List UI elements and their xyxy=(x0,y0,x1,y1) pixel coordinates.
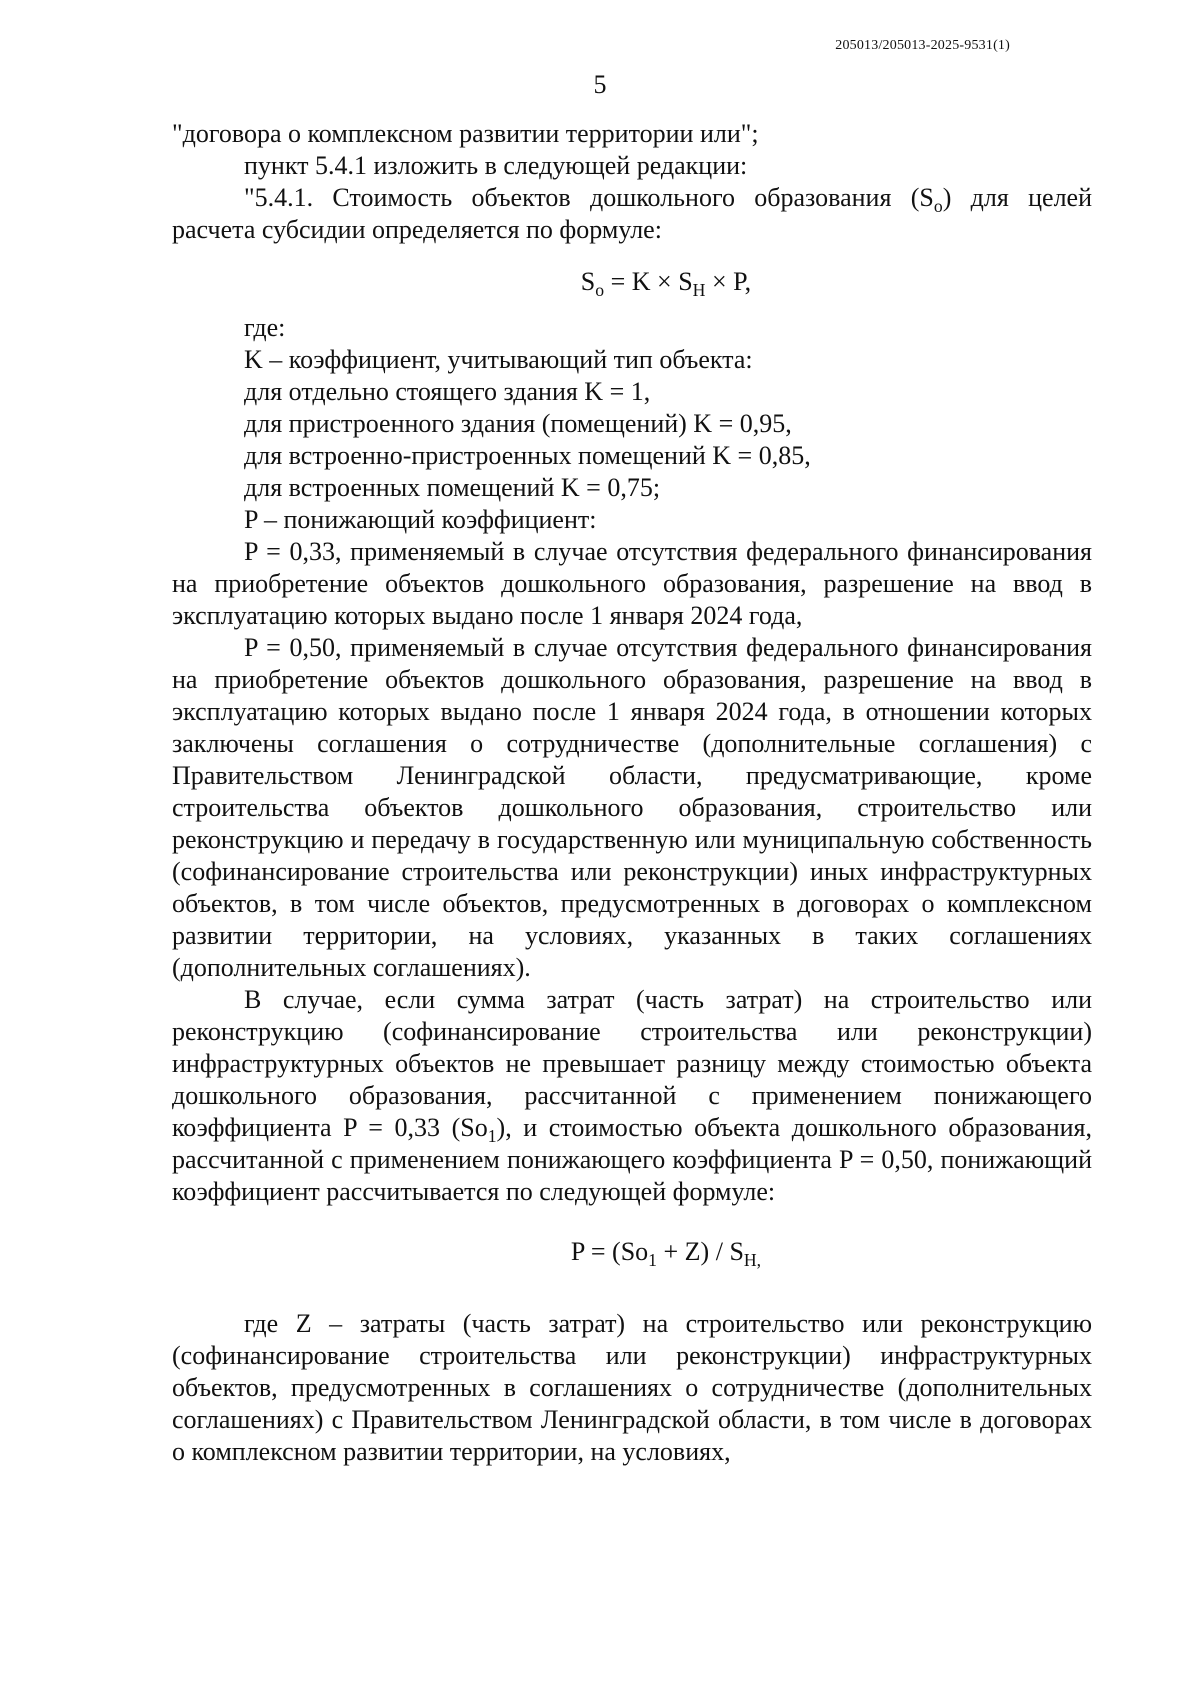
text-run: В случае, если сумма затрат (часть затрат) на строительство или реконструкцию (софинансирование строительства или реконструкции) инфраструктурных объектов не превышает разницу между стоимостью объекта дошкольного образования, рассчитанной с применением понижающего коэффициента P = 0,33 (So xyxy=(172,985,1092,1142)
subscript: o xyxy=(595,280,605,301)
formula-part: P = (So xyxy=(570,1237,649,1266)
paragraph: P – понижающий коэффициент: xyxy=(244,505,597,534)
subscript: 1 xyxy=(648,1250,658,1271)
paragraph: где Z – затраты (часть затрат) на строительство или реконструкцию (софинансирование строительства или реконструкции) инфраструктурных объектов, предусмотренных в соглашениях о сотрудничестве (дополнительных соглашениях) с Правительством Ленинградской области, в том числе в договорах о комплексном развитии территории, на условиях, xyxy=(172,1309,1092,1466)
paragraph: P = 0,50, применяемый в случае отсутствия федерального финансирования на приобретение объектов дошкольного образования, разрешение на ввод в эксплуатацию которых выдано после 1 января 2024 года, в отношении которых заключены соглашения о сотрудничестве (дополнительные соглашения) с Правительством Ленинградской области, предусматривающие, кроме строительства объектов дошкольного образования, строительство или реконструкцию и передачу в государственную или муниципальную собственность (софинансирование строительства или реконструкции) иных инфраструктурных объектов, в том числе объектов, предусмотренных в договорах о комплексном развитии территории, на условиях, указанных в таких соглашениях (дополнительных соглашениях). xyxy=(172,633,1092,982)
formula-part: = K × S xyxy=(604,267,693,296)
formula-part: S xyxy=(580,267,596,296)
formula-part: × P, xyxy=(705,267,752,296)
paragraph: K – коэффициент, учитывающий тип объекта: xyxy=(244,345,753,374)
paragraph: P = 0,33, применяемый в случае отсутствия федерального финансирования на приобретение объектов дошкольного образования, разрешение на ввод в эксплуатацию которых выдано после 1 января 2024 года, xyxy=(172,537,1092,630)
document-id: 205013/205013-2025-9531(1) xyxy=(835,38,1010,53)
paragraph xyxy=(172,984,1092,1208)
paragraph: "договора о комплексном развитии территории или"; xyxy=(172,119,759,148)
paragraph: для отдельно стоящего здания K = 1, xyxy=(244,377,651,406)
formula-coefficient xyxy=(172,1236,1092,1271)
subscript: H xyxy=(692,280,706,301)
paragraph xyxy=(172,182,1092,246)
text-run: ), и стоимостью объекта дошкольного образования, рассчитанной с применением понижающего коэффициента P = 0,50, понижающий коэффициент рассчитывается по следующей формуле: xyxy=(172,1113,1092,1206)
paragraph: для встроенных помещений K = 0,75; xyxy=(244,473,661,502)
text-run: ) для целей расчета субсидии определяется по формуле: xyxy=(172,183,1093,244)
formula-cost xyxy=(172,266,1092,301)
subscript: H, xyxy=(743,1250,762,1271)
paragraph: для встроенно-пристроенных помещений K = 0,85, xyxy=(244,441,811,470)
page-number: 5 xyxy=(593,70,607,99)
text-run: "5.4.1. Стоимость объектов дошкольного образования (S xyxy=(244,183,934,212)
subscript: o xyxy=(933,196,943,217)
formula-part: + Z) / S xyxy=(657,1237,744,1266)
paragraph: пункт 5.4.1 изложить в следующей редакции: xyxy=(244,151,748,180)
document-body xyxy=(172,118,1092,1468)
subscript: 1 xyxy=(487,1126,497,1147)
paragraph: для пристроенного здания (помещений) K = 0,95, xyxy=(244,409,792,438)
paragraph: где: xyxy=(244,313,286,342)
